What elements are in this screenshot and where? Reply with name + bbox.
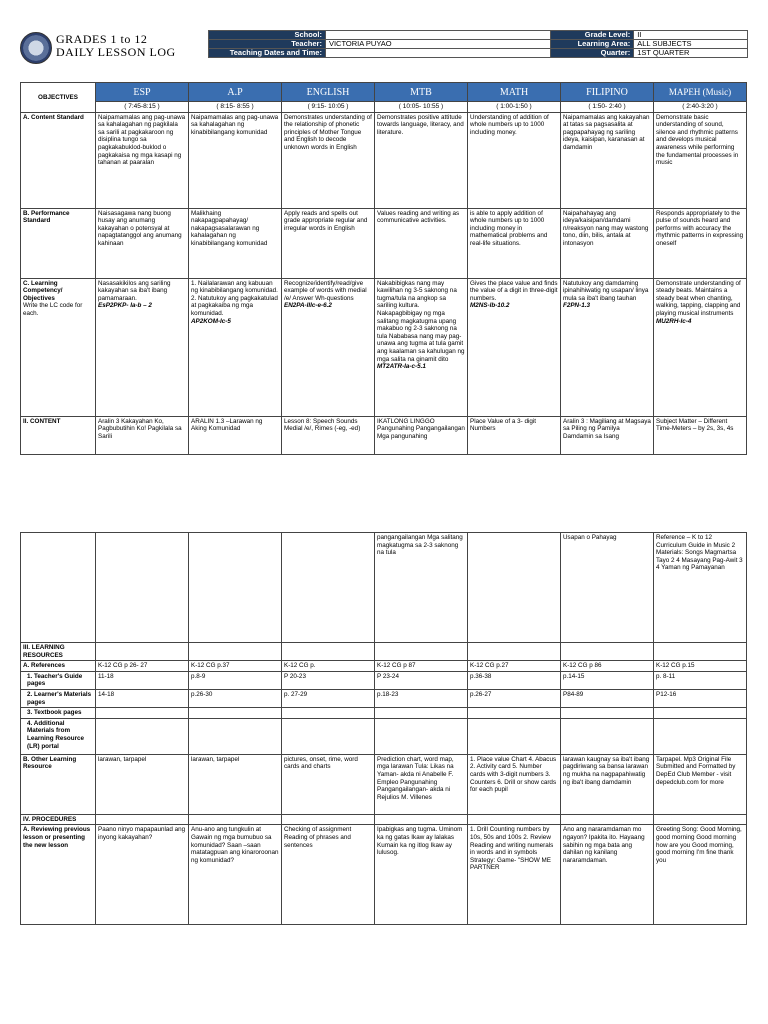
table-cell bbox=[282, 661, 375, 672]
lc-code: MT2ATR-Ia-c-5.1 bbox=[377, 363, 426, 371]
table-cell bbox=[654, 643, 747, 661]
cell-text: ARALIN 1.3 –Larawan ng Aking Komunidad bbox=[191, 417, 263, 433]
cell-text: Greeting Song: Good Morning, good morning Good morning how are you Good morning, good morning I'm fine thank you bbox=[656, 826, 742, 864]
table-cell bbox=[375, 278, 468, 416]
cell-text: Demonstrates understanding of the relationship of phonetic principles of Mother Tongue and English to decode unknown words in English bbox=[284, 113, 372, 151]
row-label-text: 2. Learner's Materials pages bbox=[27, 690, 92, 706]
table-row bbox=[21, 814, 747, 825]
subject-header: ENGLISH bbox=[282, 83, 375, 102]
table-cell bbox=[654, 708, 747, 719]
lc-code: M2NS-Ib-10.2 bbox=[470, 302, 510, 310]
cell-text: Natutukoy ang damdaming ipinahihiwatig ng usapan/ linya mula sa iba't ibang tauhan bbox=[563, 279, 649, 302]
row-label bbox=[21, 708, 96, 719]
table-cell bbox=[561, 825, 654, 925]
area-value: ALL SUBJECTS bbox=[634, 40, 748, 49]
cell-text: 1. Place value Chart 4. Abacus 2. Activity card 5. Number cards with 3-digit numbers 3. Counters 6. Drill or show cards for each pupil bbox=[470, 755, 557, 794]
deped-seal-icon bbox=[20, 32, 52, 64]
subject-header: ESP bbox=[96, 83, 189, 102]
subject-header: MTB bbox=[375, 83, 468, 102]
table-cell bbox=[375, 643, 468, 661]
table-cell bbox=[561, 689, 654, 707]
row-label-text: A. Reviewing previous lesson or presenting the new lesson bbox=[23, 826, 91, 849]
table-cell bbox=[282, 814, 375, 825]
table-cell bbox=[96, 112, 189, 208]
cell-text: p. 8-11 bbox=[656, 672, 676, 680]
table-cell bbox=[561, 754, 654, 814]
table-cell bbox=[96, 814, 189, 825]
table-cell bbox=[189, 643, 282, 661]
area-label: Learning Area: bbox=[550, 40, 634, 49]
row-label bbox=[21, 112, 96, 208]
cell-text: p.8-9 bbox=[191, 672, 206, 680]
table-cell bbox=[282, 825, 375, 925]
table-cell bbox=[468, 643, 561, 661]
table-cell bbox=[189, 278, 282, 416]
subject-time: ( 1:50- 2:40 ) bbox=[561, 102, 654, 113]
row-label bbox=[21, 814, 96, 825]
cell-text: 14-18 bbox=[98, 690, 115, 698]
subject-time: ( 2:40-3:20 ) bbox=[654, 102, 747, 113]
cell-text: Subject Matter – Different Time-Meters – by 2s, 3s, 4s bbox=[656, 417, 734, 433]
table-cell bbox=[189, 718, 282, 754]
table-cell bbox=[375, 671, 468, 689]
table-row bbox=[21, 671, 747, 689]
cell-text: Values reading and writing as communicative activities. bbox=[377, 209, 460, 225]
cell-text: Demonstrates positive attitude towards language, literacy, and literature. bbox=[377, 113, 464, 136]
school-label: School: bbox=[209, 31, 326, 40]
cell-text: Anu-ano ang tungkulin at Gawain ng mga bumubuo sa komunidad? Saan –saan matatagpuan ang kinaroroonan ng komunidad? bbox=[191, 826, 279, 864]
cell-text: 11-18 bbox=[98, 672, 114, 680]
table-cell bbox=[375, 689, 468, 707]
table-cell bbox=[375, 416, 468, 454]
table-cell bbox=[468, 208, 561, 278]
table-cell bbox=[561, 208, 654, 278]
cell-text: Gives the place value and finds the value of a digit in three-digit numbers. bbox=[470, 279, 558, 302]
table-cell bbox=[654, 112, 747, 208]
subject-time: ( 8:15- 8:55 ) bbox=[189, 102, 282, 113]
cell-text: 1. Drill Counting numbers by 10s, 50s and 100s 2. Review Reading and writing numerals in words and in symbols Strategy: Game- "SHOW ME PARTNER bbox=[470, 826, 554, 872]
table-cell bbox=[282, 208, 375, 278]
table-cell bbox=[96, 708, 189, 719]
grade-label: Grade Level: bbox=[550, 31, 634, 40]
table-row bbox=[21, 718, 747, 754]
cell-text: P84-89 bbox=[563, 690, 584, 698]
row-label bbox=[21, 416, 96, 454]
cell-text: Lesson 8: Speech Sounds Medial /e/, Rimes (-eg, -ed) bbox=[284, 417, 361, 433]
row-label-text: 4. Additional Materials from Learning Resource (LR) portal bbox=[27, 719, 85, 750]
lesson-table-page-1 bbox=[20, 82, 747, 455]
table-cell bbox=[282, 689, 375, 707]
table-cell bbox=[96, 689, 189, 707]
cell-text: Naipamamalas ang pag-unawa sa kahalagahan ng pagkilala sa sarili at pagkakaroon ng disiplina tungo sa pagkakabuklod-buklod o pagkakaisa ng mga kasapi ng tahanan at paaralan bbox=[98, 113, 186, 167]
table-cell bbox=[189, 208, 282, 278]
cell-text: Naisasagawa nang buong husay ang anumang kakayahan o potensyal at napagtatanggol ang anumang kahinaan bbox=[98, 209, 182, 247]
table-cell bbox=[96, 661, 189, 672]
table-row bbox=[21, 643, 747, 661]
cell-text: Nakabibigkas nang may kawilihan ng 3-5 saknong na tugma/tula na angkop sa sariling kultura. Nakapagbibigay ng mga salitang magkatugma upang makabuo ng 2-3 saknong na tula Nababasa nang may pag-unawa ang tugma at tula gamit ang kaalaman sa kahulugan ng mga salita na ginamit dito bbox=[377, 279, 465, 363]
table-cell bbox=[375, 814, 468, 825]
table-cell bbox=[282, 754, 375, 814]
cell-text: p.36-38 bbox=[470, 672, 492, 680]
table-cell bbox=[468, 825, 561, 925]
table-cell bbox=[375, 112, 468, 208]
cell-text: Aralin 3 : Magiliang at Magsaya sa Piling ng Pamilya Damdamin sa Isang bbox=[563, 417, 651, 440]
table-cell bbox=[189, 754, 282, 814]
cell-text: K-12 CG p. bbox=[284, 662, 316, 670]
table-cell bbox=[189, 825, 282, 925]
cell-text: Usapan o Pahayag bbox=[563, 534, 617, 541]
table-cell bbox=[561, 671, 654, 689]
cell-text: K-12 CG p 87 bbox=[377, 662, 416, 670]
table-cell bbox=[561, 278, 654, 416]
table-cell bbox=[189, 112, 282, 208]
row-label bbox=[21, 671, 96, 689]
table-cell bbox=[654, 661, 747, 672]
cell-text: Naipamamalas ang kakayahan at tatas sa pagsasalita at pagpapahayag ng sariling ideya, kaisipan, karanasan at damdamin bbox=[563, 113, 650, 151]
cell-text: P12-16 bbox=[656, 690, 677, 698]
quarter-label: Quarter: bbox=[550, 49, 634, 58]
table-cell bbox=[468, 533, 561, 643]
lc-code: AP2KOM-Ic-5 bbox=[191, 317, 231, 325]
cell-text: Ano ang nararamdaman mo ngayon? Ipakita ito. Hayaang sabihin ng mga bata ang dahilan ng kanilang nararamdaman. bbox=[563, 826, 645, 864]
table-cell bbox=[375, 718, 468, 754]
cell-text: Naipahahayag ang ideya/kaisipan/damdami n/reaksyon nang may wastong tono, diin, bilis, antala at intonasyon bbox=[563, 209, 649, 247]
header-info-table bbox=[208, 30, 748, 58]
subject-header: MATH bbox=[468, 83, 561, 102]
row-label bbox=[21, 718, 96, 754]
cell-text: larawan kaugnay sa iba't ibang pagdiriwang sa bansa larawan ng mukha na nagpapahiwatig ng iba't ibang damdamin bbox=[563, 755, 650, 786]
cell-text: P 20-23 bbox=[284, 672, 306, 680]
row-label bbox=[21, 754, 96, 814]
cell-text: Recognize/identify/read/give example of words with medial /e/ Answer Wh-questions bbox=[284, 279, 367, 302]
teacher-label: Teacher: bbox=[209, 40, 326, 49]
table-cell bbox=[282, 416, 375, 454]
cell-text: p.14-15 bbox=[563, 672, 585, 680]
cell-text: Aralin 3 Kakayahan Ko, Pagbubutihin Ko! Pagkilala sa Sarili bbox=[98, 417, 182, 440]
table-cell bbox=[282, 671, 375, 689]
cell-text: K-12 CG p.27 bbox=[470, 662, 509, 670]
table-row bbox=[21, 754, 747, 814]
document-title: GRADES 1 to 12 DAILY LESSON LOG bbox=[56, 32, 176, 59]
row-label-text: IV. PROCEDURES bbox=[23, 815, 77, 823]
cell-text: K-12 CG p.15 bbox=[656, 662, 695, 670]
table-cell bbox=[468, 671, 561, 689]
table-cell bbox=[654, 671, 747, 689]
cell-text: Reference – K to 12 Curriculum Guide in Music 2 Materials: Songs Magmartsa Tayo 2 4 Masayang Pag-Awit 3 4 Yaman ng Pamayanan bbox=[656, 534, 743, 572]
table-row bbox=[21, 533, 747, 643]
row-label bbox=[21, 533, 96, 643]
table-cell bbox=[654, 416, 747, 454]
table-cell bbox=[561, 416, 654, 454]
table-cell bbox=[282, 708, 375, 719]
table-cell bbox=[561, 718, 654, 754]
table-cell bbox=[96, 416, 189, 454]
table-cell bbox=[654, 208, 747, 278]
row-label-text: II. CONTENT bbox=[23, 417, 61, 425]
table-cell bbox=[468, 708, 561, 719]
cell-text: K-12 CG p 86 bbox=[563, 662, 602, 670]
cell-text: Demonstrate basic understanding of sound, silence and rhythmic patterns and develops musical awareness while performing the fundamental processes in music bbox=[656, 113, 739, 167]
lesson-log-header bbox=[20, 30, 748, 72]
quarter-value: 1ST QUARTER bbox=[634, 49, 748, 58]
table-row bbox=[21, 825, 747, 925]
table-cell bbox=[561, 708, 654, 719]
row-label-text: C. Learning Competency/ Objectives bbox=[23, 279, 63, 302]
subject-header: MAPEH (Music) bbox=[654, 83, 747, 102]
table-row bbox=[21, 689, 747, 707]
lc-code: EsP2PKP- Ia-b – 2 bbox=[98, 302, 152, 310]
cell-text: p.26-30 bbox=[191, 690, 213, 698]
cell-text: is able to apply addition of whole numbers up to 1000 including money in mathematical problems and real-life situations. bbox=[470, 209, 548, 247]
cell-text: pangangailangan Mga salitang magkatugma sa 2-3 saknong na tula bbox=[377, 534, 463, 557]
table-cell bbox=[96, 718, 189, 754]
table-cell bbox=[282, 643, 375, 661]
row-label-text: III. LEARNING RESOURCES bbox=[23, 644, 65, 659]
dates-value bbox=[325, 49, 550, 58]
table-cell bbox=[654, 718, 747, 754]
table-cell bbox=[468, 416, 561, 454]
subject-time: ( 1:00-1:50 ) bbox=[468, 102, 561, 113]
table-cell bbox=[468, 718, 561, 754]
table-cell bbox=[96, 643, 189, 661]
table-cell bbox=[282, 718, 375, 754]
cell-text: Demonstrate understanding of steady beats. Maintains a steady beat when chanting, walking, tapping, clapping and playing musical instruments bbox=[656, 279, 741, 317]
row-label bbox=[21, 825, 96, 925]
row-label bbox=[21, 643, 96, 661]
cell-text: larawan, tarpapel bbox=[191, 755, 240, 763]
table-cell bbox=[375, 754, 468, 814]
table-cell bbox=[654, 533, 747, 643]
table-cell bbox=[561, 533, 654, 643]
cell-text: Place Value of a 3- digit Numbers bbox=[470, 417, 537, 433]
table-row bbox=[21, 708, 747, 719]
table-cell bbox=[654, 814, 747, 825]
table-cell bbox=[189, 661, 282, 672]
table-cell bbox=[189, 814, 282, 825]
subject-time: ( 10:05- 10:55 ) bbox=[375, 102, 468, 113]
table-cell bbox=[189, 689, 282, 707]
table-cell bbox=[375, 208, 468, 278]
table-cell bbox=[654, 689, 747, 707]
table-cell bbox=[375, 825, 468, 925]
table-row bbox=[21, 416, 747, 454]
table-cell bbox=[96, 671, 189, 689]
table-row bbox=[21, 278, 747, 416]
row-label-text: A. Content Standard bbox=[23, 113, 84, 121]
lc-code: MU2RH-Ic-4 bbox=[656, 317, 692, 325]
row-label-note: Write the LC code for each. bbox=[23, 302, 83, 317]
subject-header: A.P bbox=[189, 83, 282, 102]
cell-text: 1. Nailalarawan ang kabuuan ng kinabibilangang komunidad. 2. Natutukoy ang pagkakatulad at pagkakaiba ng mga komunidad. bbox=[191, 279, 278, 317]
table-cell bbox=[654, 825, 747, 925]
cell-text: Apply reads and spells out grade appropriate regular and irregular words in English bbox=[284, 209, 368, 232]
cell-text: larawan, tarpapel bbox=[98, 755, 147, 763]
table-cell bbox=[375, 533, 468, 643]
table-cell bbox=[96, 208, 189, 278]
subject-time: ( 7:45-8:15 ) bbox=[96, 102, 189, 113]
table-row bbox=[21, 112, 747, 208]
table-cell bbox=[96, 278, 189, 416]
table-cell bbox=[189, 708, 282, 719]
cell-text: P 23-24 bbox=[377, 672, 399, 680]
subject-time: ( 9:15- 10:05 ) bbox=[282, 102, 375, 113]
grade-value: II bbox=[634, 31, 748, 40]
objectives-header: OBJECTIVES bbox=[21, 83, 96, 113]
table-cell bbox=[282, 278, 375, 416]
table-row bbox=[21, 208, 747, 278]
row-label bbox=[21, 208, 96, 278]
table-row bbox=[21, 661, 747, 672]
cell-text: K-12 CG p.37 bbox=[191, 662, 230, 670]
cell-text: p.18-23 bbox=[377, 690, 399, 698]
subject-header: FILIPINO bbox=[561, 83, 654, 102]
dates-label: Teaching Dates and Time: bbox=[209, 49, 326, 58]
table-cell bbox=[561, 643, 654, 661]
teacher-value: VICTORIA PUYAO bbox=[325, 40, 550, 49]
cell-text: Paano ninyo mapapaunlad ang inyong kakayahan? bbox=[98, 826, 186, 841]
row-label-text: 1. Teacher's Guide pages bbox=[27, 672, 83, 688]
table-cell bbox=[468, 814, 561, 825]
table-cell bbox=[282, 533, 375, 643]
cell-text: Nasasakikilos ang sariling kakayahan sa iba't ibang pamamaraan. bbox=[98, 279, 171, 302]
row-label bbox=[21, 661, 96, 672]
cell-text: Ipabigkas ang tugma. Uminom ka ng gatas Ikaw ay lalakas Kumain ka ng itlog Ikaw ay lulusog. bbox=[377, 826, 463, 857]
table-cell bbox=[561, 112, 654, 208]
lesson-table-page-2 bbox=[20, 532, 747, 925]
table-cell bbox=[96, 825, 189, 925]
cell-text: pictures, onset, rime, word cards and charts bbox=[284, 755, 358, 771]
table-cell bbox=[468, 689, 561, 707]
cell-text: Understanding of addition of whole numbers up to 1000 including money. bbox=[470, 113, 549, 136]
row-label-text: B. Other Learning Resource bbox=[23, 755, 77, 771]
cell-text: K-12 CG p 26- 27 bbox=[98, 662, 148, 670]
table-cell bbox=[375, 661, 468, 672]
table-cell bbox=[96, 754, 189, 814]
table-cell bbox=[468, 661, 561, 672]
row-label-text: 3. Textbook pages bbox=[27, 709, 82, 717]
cell-text: IKATLONG LINGGO Pangunahing Pangangailangan Mga pangunahing bbox=[377, 417, 465, 440]
cell-text: p. 27-29 bbox=[284, 690, 308, 698]
cell-text: Tarpapel. Mp3 Original File Submitted and Formatted by DepEd Club Member - visit depedclub.com for more bbox=[656, 755, 736, 786]
cell-text: Malikhaing nakapagpapahayag/ nakapagsasalarawan ng kahalagahan ng kinabibilangang komunidad bbox=[191, 209, 268, 247]
table-cell bbox=[375, 708, 468, 719]
table-cell bbox=[189, 671, 282, 689]
table-cell bbox=[282, 112, 375, 208]
row-label-text: B. Performance Standard bbox=[23, 209, 70, 225]
table-cell bbox=[468, 754, 561, 814]
row-label bbox=[21, 278, 96, 416]
table-cell bbox=[561, 814, 654, 825]
table-cell bbox=[468, 278, 561, 416]
table-cell bbox=[468, 112, 561, 208]
table-cell bbox=[654, 754, 747, 814]
row-label bbox=[21, 689, 96, 707]
table-cell bbox=[561, 661, 654, 672]
cell-text: p.26-27 bbox=[470, 690, 492, 698]
cell-text: Checking of assignment Reading of phrases and sentences bbox=[284, 826, 352, 849]
table-cell bbox=[189, 416, 282, 454]
cell-text: Prediction chart, word map, mga larawan Tula: Likas na Yaman- akda ni Anabelle F. Empleo Pangunahing Pangangailangan- akda ni Rejulios M. Villenes bbox=[377, 755, 454, 801]
lc-code: EN2PA-IIIc-e-6.2 bbox=[284, 302, 332, 310]
row-label-text: A. References bbox=[23, 662, 65, 670]
cell-text: Naipamamalas ang pag-unawa sa kahalagahan ng kinabibilangang komunidad bbox=[191, 113, 279, 136]
table-cell bbox=[654, 278, 747, 416]
lc-code: F2PN-1.3 bbox=[563, 302, 590, 310]
table-cell bbox=[96, 533, 189, 643]
table-cell bbox=[189, 533, 282, 643]
cell-text: Responds appropriately to the pulse of sounds heard and performs with accuracy the rhythmic patterns in expressing oneself bbox=[656, 209, 744, 247]
